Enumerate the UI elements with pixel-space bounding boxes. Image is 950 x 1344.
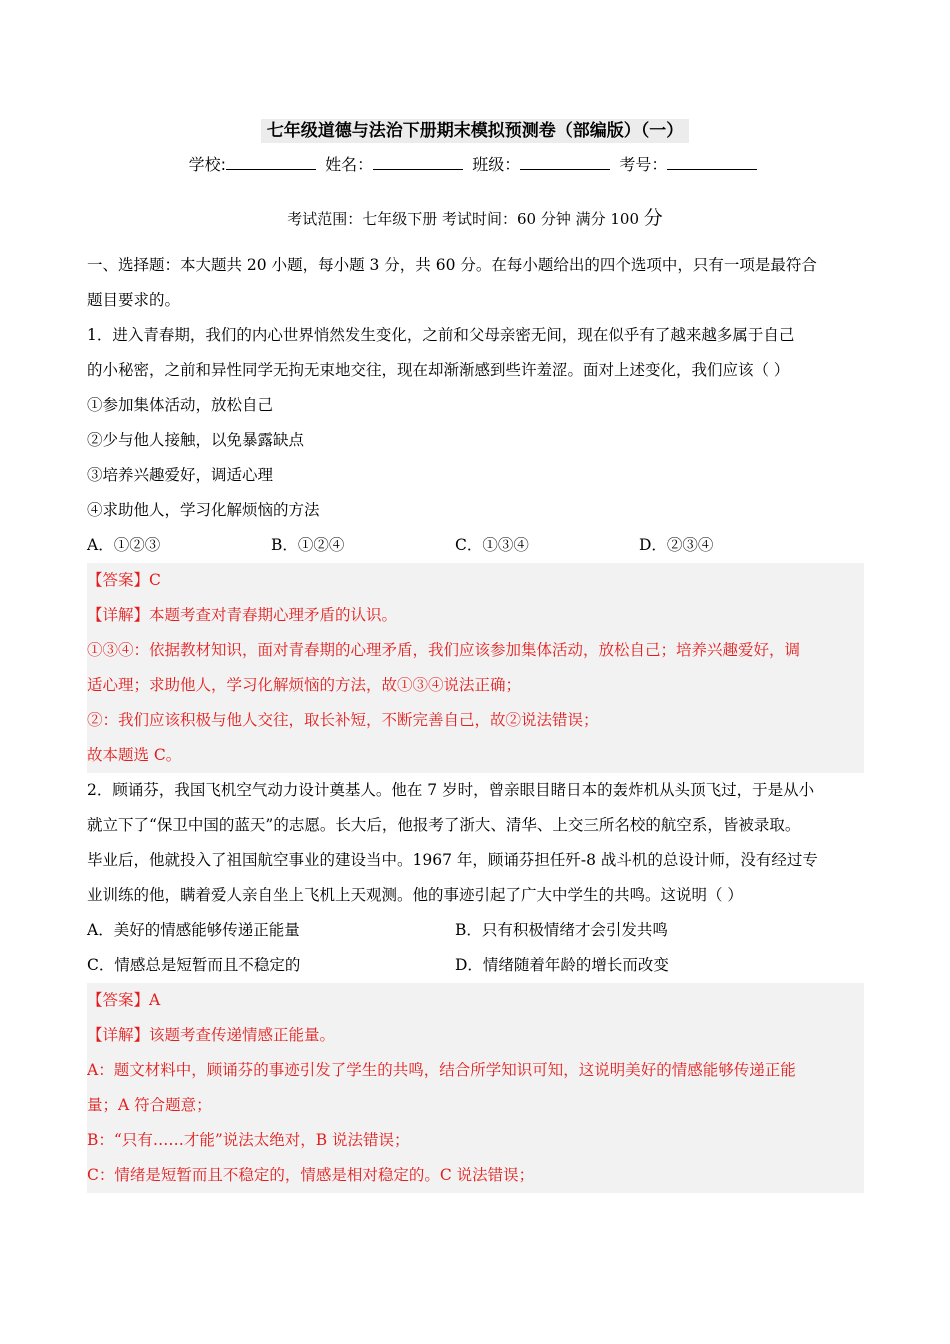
name-input[interactable] bbox=[373, 155, 463, 170]
statement-item: ①参加集体活动，放松自己 bbox=[87, 396, 274, 414]
question-content bbox=[87, 248, 864, 1193]
explanation: B：“只有……才能”说法太绝对，B 说法错误； bbox=[87, 1131, 410, 1149]
answer-block bbox=[87, 563, 864, 773]
statement-item: ③培养兴趣爱好，调适心理 bbox=[87, 466, 274, 484]
section-heading-cont: 题目要求的。 bbox=[87, 291, 181, 309]
name-label: 姓名： bbox=[325, 155, 374, 174]
question-stem: 2．顾诵芬，我国飞机空气动力设计奠基人。他在 7 岁时，曾亲眼目睹日本的轰炸机从头顶飞过，于是从小 bbox=[87, 781, 815, 799]
options-row bbox=[87, 948, 864, 983]
student-info-line bbox=[0, 152, 950, 175]
option-d[interactable]: D．②③④ bbox=[639, 536, 714, 554]
question-stem: 的小秘密，之前和异性同学无拘无束地交往，现在却渐渐感到些许羞涩。面对上述变化，我们应该（ ） bbox=[87, 361, 790, 379]
class-input[interactable] bbox=[520, 155, 610, 170]
exam-no-label: 考号： bbox=[619, 155, 668, 174]
explanation: ①③④：依据教材知识，面对青春期的心理矛盾，我们应该参加集体活动，放松自己；培养兴趣爱好，调 bbox=[87, 641, 801, 659]
options-row bbox=[87, 913, 864, 948]
option-a[interactable]: A．美好的情感能够传递正能量 bbox=[87, 921, 300, 939]
option-c[interactable]: C．情感总是短暂而且不稳定的 bbox=[87, 956, 301, 974]
option-b[interactable]: B．①②④ bbox=[271, 536, 345, 554]
statement-item: ④求助他人，学习化解烦恼的方法 bbox=[87, 501, 320, 519]
question-stem: 业训练的他，瞒着爱人亲自坐上飞机上天观测。他的事迹引起了广大中学生的共鸣。这说明（ ） bbox=[87, 886, 743, 904]
explanation: 故本题选 C。 bbox=[87, 746, 182, 764]
question-stem: 毕业后，他就投入了祖国航空事业的建设当中。1967 年，顾诵芬担任歼-8 战斗机的总设计师，没有经过专 bbox=[87, 851, 818, 869]
option-c[interactable]: C．①③④ bbox=[455, 536, 529, 554]
detail: 【详解】本题考查对青春期心理矛盾的认识。 bbox=[87, 606, 398, 624]
school-label: 学校: bbox=[188, 155, 227, 174]
answer: 【答案】A bbox=[87, 991, 161, 1009]
answer-block bbox=[87, 983, 864, 1193]
detail: 【详解】该题考查传递情感正能量。 bbox=[87, 1026, 336, 1044]
school-input[interactable] bbox=[226, 155, 316, 170]
answer: 【答案】C bbox=[87, 571, 161, 589]
explanation: A：题文材料中，顾诵芬的事迹引发了学生的共鸣，结合所学知识可知，这说明美好的情感能够传递正能 bbox=[87, 1061, 796, 1079]
explanation: C：情绪是短暂而且不稳定的，情感是相对稳定的。C 说法错误； bbox=[87, 1166, 535, 1184]
options-row bbox=[87, 528, 864, 563]
class-label: 班级： bbox=[472, 155, 521, 174]
question-1 bbox=[87, 318, 864, 773]
exam-info: 考试范围：七年级下册 考试时间：60 分钟 满分 100 分 bbox=[287, 207, 663, 229]
section-heading: 一、选择题：本大题共 20 小题，每小题 3 分，共 60 分。在每小题给出的四个选项中，只有一项是最符合 bbox=[87, 256, 817, 274]
question-stem: 1．进入青春期，我们的内心世界悄然发生变化，之前和父母亲密无间，现在似乎有了越来越多属于自己 bbox=[87, 326, 795, 344]
option-d[interactable]: D．情绪随着年龄的增长而改变 bbox=[455, 956, 669, 974]
question-2 bbox=[87, 773, 864, 1193]
explanation: 量；A 符合题意； bbox=[87, 1096, 212, 1114]
explanation: ②：我们应该积极与他人交往，取长补短，不断完善自己，故②说法错误； bbox=[87, 711, 599, 729]
document-title: 七年级道德与法治下册期末模拟预测卷（部编版）（一） bbox=[0, 116, 950, 141]
exam-no-input[interactable] bbox=[667, 155, 757, 170]
question-stem: 就立下了“保卫中国的蓝天”的志愿。长大后，他报考了浙大、清华、上交三所名校的航空系，皆被录取。 bbox=[87, 816, 801, 834]
option-b[interactable]: B．只有积极情绪才会引发共鸣 bbox=[455, 921, 668, 939]
option-a[interactable]: A．①②③ bbox=[87, 536, 161, 554]
statement-item: ②少与他人接触，以免暴露缺点 bbox=[87, 431, 305, 449]
explanation: 适心理；求助他人，学习化解烦恼的方法，故①③④说法正确； bbox=[87, 676, 522, 694]
